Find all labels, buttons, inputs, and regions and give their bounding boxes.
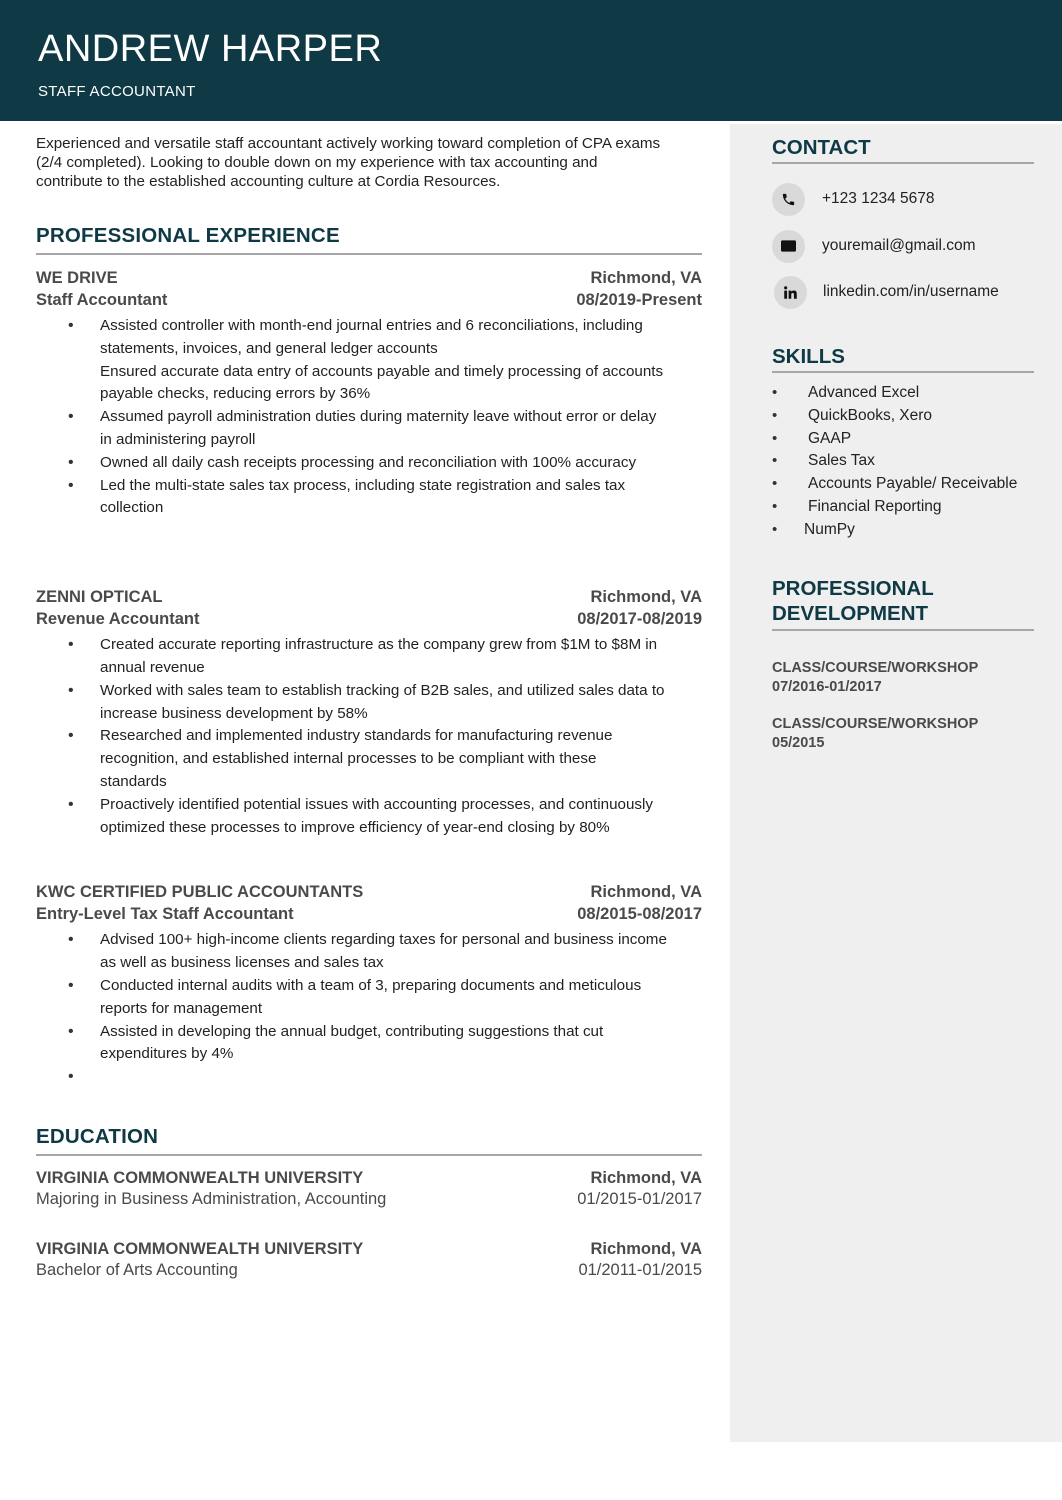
list-item: • Researched and implemented industry standards for manufacturing revenue [36, 725, 702, 748]
phone-number: +123 1234 5678 [822, 190, 935, 207]
job-entry [36, 267, 702, 520]
list-item: • QuickBooks, Xero [772, 405, 1034, 428]
education-subheader [36, 1189, 702, 1210]
skills-section-title: SKILLS [772, 345, 845, 368]
development-item [772, 715, 1034, 753]
candidate-role: STAFF ACCOUNTANT [38, 83, 196, 100]
education-dates: 01/2015-01/2017 [577, 1189, 702, 1208]
job-position: Staff Accountant [36, 291, 168, 309]
linkedin-url: linkedin.com/in/username [823, 283, 999, 300]
list-item: increase business development by 58% [100, 704, 368, 722]
list-item: • Assisted controller with month-end journal entries and 6 reconciliations, including [36, 315, 702, 338]
development-section-title [772, 576, 1034, 626]
list-item: • Assumed payroll administration duties during maternity leave without error or delay [36, 406, 702, 429]
list-item: standards [100, 772, 167, 790]
list-item: • Led the multi-state sales tax process, including state registration and sales tax [36, 475, 702, 498]
contact-linkedin [772, 274, 1034, 310]
list-item: • Financial Reporting [772, 496, 1034, 519]
linkedin-icon [774, 276, 807, 309]
school-location: Richmond, VA [590, 1168, 702, 1187]
list-item: • Worked with sales team to establish tracking of B2B sales, and utilized sales data to [36, 680, 702, 703]
education-dates: 01/2011-01/2015 [578, 1260, 702, 1279]
school-name: VIRGINIA COMMONWEALTH UNIVERSITY [36, 1168, 364, 1187]
development-section [772, 576, 1034, 753]
list-item: • Created accurate reporting infrastructure as the company grew from $1M to $8M in [36, 634, 702, 657]
development-title-line: DEVELOPMENT [772, 602, 929, 625]
education-entry [36, 1239, 702, 1281]
contact-email [772, 228, 1034, 264]
summary-line: Experienced and versatile staff accountant actively working toward completion of CPA exams [36, 135, 661, 152]
list-item: as well as business licenses and sales tax [100, 954, 384, 972]
job-location: Richmond, VA [590, 883, 702, 902]
education-section-title: EDUCATION [36, 1124, 159, 1148]
school-location: Richmond, VA [590, 1239, 702, 1258]
education-header [36, 1239, 702, 1260]
list-item: Ensured accurate data entry of accounts payable and timely processing of accounts [100, 362, 664, 380]
job-dates: 08/2015-08/2017 [577, 905, 702, 924]
summary-line: contribute to the established accounting culture at Cordia Resources. [36, 173, 501, 190]
list-item: • Advanced Excel [772, 382, 1034, 405]
contact-section-title: CONTACT [772, 136, 871, 159]
email-icon [772, 230, 805, 263]
job-entry [36, 881, 702, 1089]
candidate-name: ANDREW HARPER [38, 28, 383, 70]
skills-list [772, 382, 1034, 542]
list-item: statements, invoices, and general ledger accounts [100, 339, 438, 357]
list-item: • Accounts Payable/ Receivable [772, 473, 1034, 496]
empty-list-item [36, 1066, 702, 1089]
list-item: • GAAP [772, 428, 1034, 451]
section-divider [36, 1154, 702, 1156]
company-name: KWC CERTIFIED PUBLIC ACCOUNTANTS [36, 883, 364, 902]
list-item: recognition, and established internal processes to be compliant with these [100, 750, 597, 768]
section-divider [772, 629, 1034, 631]
course-name: CLASS/COURSE/WORKSHOP [772, 716, 979, 732]
list-item: annual revenue [100, 658, 205, 676]
list-item: collection [100, 499, 164, 517]
job-header [36, 267, 702, 289]
sidebar-panel [730, 124, 1062, 1442]
list-item: expenditures by 4% [100, 1045, 234, 1063]
job-header [36, 881, 702, 903]
list-item: optimized these processes to improve efficiency of year-end closing by 80% [100, 818, 610, 836]
job-location: Richmond, VA [590, 588, 702, 607]
company-name: ZENNI OPTICAL [36, 588, 163, 607]
summary [36, 134, 702, 191]
email-address: youremail@gmail.com [822, 237, 976, 254]
list-item: payable checks, reducing errors by 36% [100, 385, 371, 403]
education-entry [36, 1168, 702, 1210]
job-subheader [36, 903, 702, 925]
job-dates: 08/2017-08/2019 [577, 610, 702, 629]
development-item [772, 659, 1034, 697]
main-column [36, 134, 702, 1281]
course-name: CLASS/COURSE/WORKSHOP [772, 660, 979, 676]
development-title-line: PROFESSIONAL [772, 577, 934, 600]
list-item: • NumPy [772, 519, 1034, 542]
list-item: • Sales Tax [772, 450, 1034, 473]
section-divider [772, 162, 1034, 164]
company-name: WE DRIVE [36, 269, 118, 287]
list-item: • Conducted internal audits with a team of 3, preparing documents and meticulous [36, 975, 702, 998]
job-dates: 08/2019-Present [576, 291, 702, 309]
summary-line: (2/4 completed). Looking to double down on my experience with tax accounting and [36, 154, 598, 171]
contact-section [772, 135, 1034, 310]
job-bullets [36, 315, 702, 520]
school-name: VIRGINIA COMMONWEALTH UNIVERSITY [36, 1239, 364, 1258]
list-item: • Proactively identified potential issues with accounting processes, and continuously [36, 794, 702, 817]
experience-section-title: PROFESSIONAL EXPERIENCE [36, 224, 340, 247]
job-position: Entry-Level Tax Staff Accountant [36, 905, 294, 924]
job-bullets [36, 634, 702, 839]
list-item: • Assisted in developing the annual budget, contributing suggestions that cut [36, 1021, 702, 1044]
contact-phone [772, 181, 1034, 217]
job-bullets [36, 929, 702, 1089]
section-divider [36, 253, 702, 255]
degree: Bachelor of Arts Accounting [36, 1260, 238, 1279]
course-dates: 05/2015 [772, 735, 825, 751]
job-subheader [36, 608, 702, 630]
course-dates: 07/2016-01/2017 [772, 679, 882, 695]
education-header [36, 1168, 702, 1189]
phone-icon [772, 183, 805, 216]
list-item: in administering payroll [100, 430, 256, 448]
list-item: reports for management [100, 999, 263, 1017]
list-item: • Advised 100+ high-income clients regarding taxes for personal and business income [36, 929, 702, 952]
job-header [36, 586, 702, 608]
resume-header [0, 0, 1062, 121]
section-divider [772, 371, 1034, 373]
job-position: Revenue Accountant [36, 610, 200, 629]
job-location: Richmond, VA [590, 269, 702, 287]
list-item: • Owned all daily cash receipts processing and reconciliation with 100% accuracy [36, 452, 702, 475]
education-subheader [36, 1260, 702, 1281]
skills-section [772, 344, 1034, 542]
degree: Majoring in Business Administration, Accounting [36, 1189, 387, 1208]
job-subheader [36, 289, 702, 311]
job-entry [36, 586, 702, 839]
